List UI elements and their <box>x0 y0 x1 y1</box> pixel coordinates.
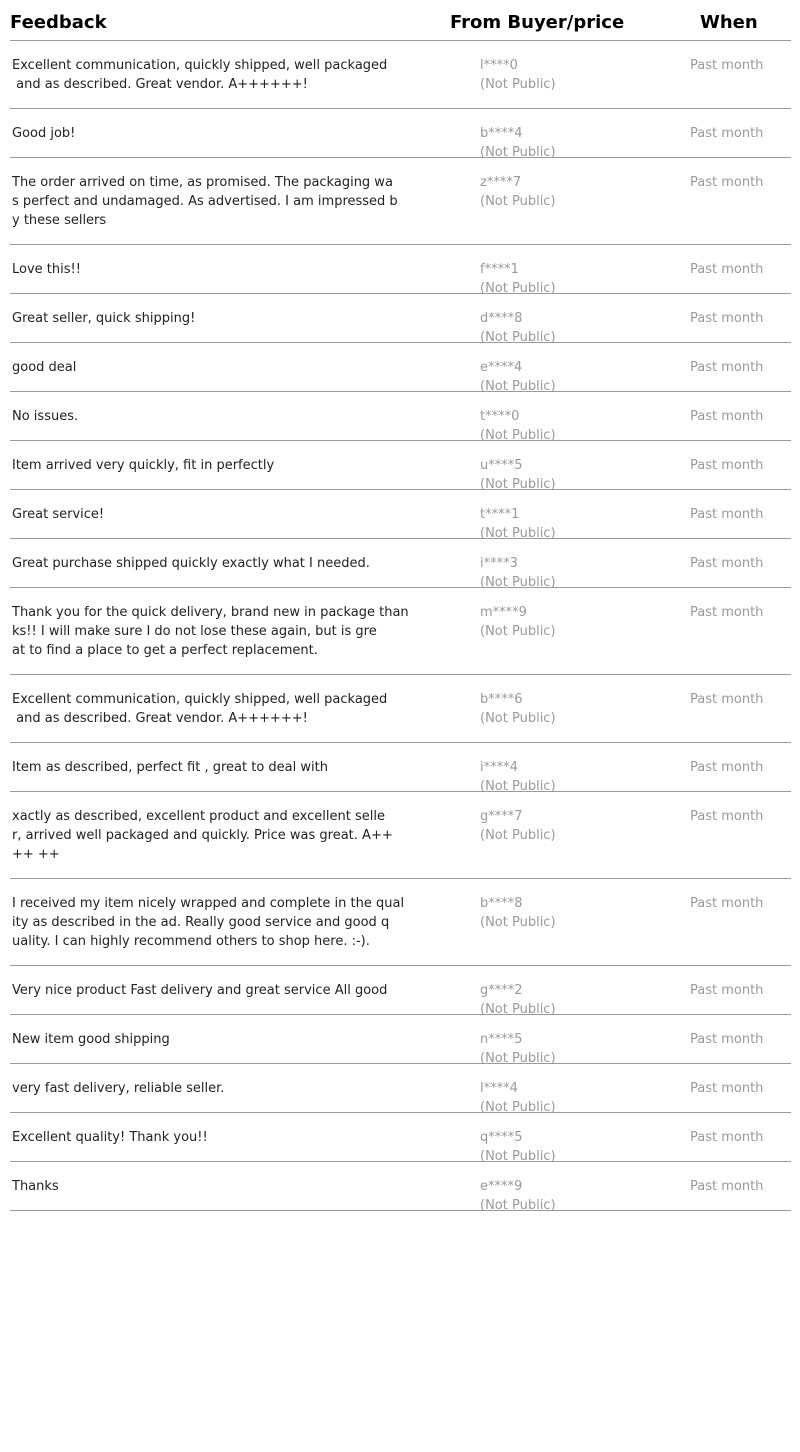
buyer-info <box>480 894 556 932</box>
feedback-when: Past month <box>690 605 764 620</box>
feedback-when: Past month <box>690 360 764 375</box>
feedback-row <box>10 588 791 675</box>
feedback-text: xactly as described, excellent product and excellent selle r, arrived well packaged and quickly. Price was great. A++ ++ ++ <box>12 809 393 862</box>
buyer-price: (Not Public) <box>480 1051 556 1066</box>
buyer-info <box>480 505 556 543</box>
feedback-when: Past month <box>690 126 764 141</box>
buyer-id: g****7 <box>480 809 523 824</box>
feedback-text: Item as described, perfect fit , great to deal with <box>12 760 328 775</box>
buyer-price: (Not Public) <box>480 915 556 930</box>
buyer-id: b****8 <box>480 896 523 911</box>
buyer-info <box>480 758 556 796</box>
buyer-info <box>480 603 556 641</box>
buyer-price: (Not Public) <box>480 281 556 296</box>
feedback-row <box>10 743 791 792</box>
feedback-text: I received my item nicely wrapped and complete in the qual ity as described in the ad. Really good service and good q uality. I can highly recommend others to shop here. :-). <box>12 896 405 949</box>
feedback-row <box>10 343 791 392</box>
buyer-info <box>480 124 556 162</box>
buyer-price: (Not Public) <box>480 428 556 443</box>
buyer-id: e****4 <box>480 360 523 375</box>
feedback-row <box>10 1162 791 1211</box>
buyer-id: q****5 <box>480 1130 523 1145</box>
feedback-row <box>10 539 791 588</box>
buyer-id: m****9 <box>480 605 527 620</box>
feedback-text: Love this!! <box>12 262 81 277</box>
buyer-id: i****4 <box>480 760 518 775</box>
feedback-row <box>10 879 791 966</box>
feedback-row <box>10 1015 791 1064</box>
buyer-info <box>480 173 556 211</box>
buyer-info <box>480 690 556 728</box>
feedback-row <box>10 1113 791 1162</box>
feedback-row <box>10 245 791 294</box>
buyer-id: e****9 <box>480 1179 523 1194</box>
buyer-price: (Not Public) <box>480 575 556 590</box>
buyer-id: i****3 <box>480 556 518 571</box>
buyer-price: (Not Public) <box>480 1198 556 1213</box>
feedback-when: Past month <box>690 896 764 911</box>
feedback-when: Past month <box>690 1032 764 1047</box>
buyer-id: n****5 <box>480 1032 523 1047</box>
feedback-row <box>10 41 791 109</box>
feedback-when: Past month <box>690 556 764 571</box>
buyer-info <box>480 1079 556 1117</box>
buyer-price: (Not Public) <box>480 330 556 345</box>
buyer-price: (Not Public) <box>480 379 556 394</box>
feedback-text: No issues. <box>12 409 79 424</box>
feedback-when: Past month <box>690 458 764 473</box>
feedback-row <box>10 109 791 158</box>
buyer-info <box>480 56 556 94</box>
buyer-price: (Not Public) <box>480 624 556 639</box>
buyer-id: l****0 <box>480 58 518 73</box>
feedback-text: good deal <box>12 360 77 375</box>
buyer-info <box>480 358 556 396</box>
buyer-info <box>480 1030 556 1068</box>
buyer-price: (Not Public) <box>480 1149 556 1164</box>
feedback-when: Past month <box>690 1179 764 1194</box>
feedback-text: Thank you for the quick delivery, brand new in package than ks!! I will make sure I do not lose these again, but is gre at to find a place to get a perfect replacement. <box>12 605 409 658</box>
buyer-info <box>480 309 556 347</box>
buyer-id: l****4 <box>480 1081 518 1096</box>
feedback-when: Past month <box>690 1081 764 1096</box>
feedback-text: Very nice product Fast delivery and great service All good <box>12 983 388 998</box>
buyer-price: (Not Public) <box>480 477 556 492</box>
feedback-row <box>10 1064 791 1113</box>
feedback-text: New item good shipping <box>12 1032 170 1047</box>
buyer-price: (Not Public) <box>480 77 556 92</box>
buyer-id: b****6 <box>480 692 523 707</box>
buyer-price: (Not Public) <box>480 828 556 843</box>
feedback-text: The order arrived on time, as promised. The packaging wa s perfect and undamaged. As advertised. I am impressed b y these sellers <box>12 175 398 228</box>
feedback-when: Past month <box>690 311 764 326</box>
feedback-when: Past month <box>690 760 764 775</box>
feedback-row <box>10 966 791 1015</box>
buyer-price: (Not Public) <box>480 1100 556 1115</box>
feedback-text: Excellent quality! Thank you!! <box>12 1130 208 1145</box>
feedback-when: Past month <box>690 409 764 424</box>
feedback-table-header <box>10 0 791 41</box>
from-buyer-price-column-header: From Buyer/price <box>450 12 625 33</box>
feedback-when: Past month <box>690 809 764 824</box>
buyer-price: (Not Public) <box>480 1002 556 1017</box>
buyer-price: (Not Public) <box>480 145 556 160</box>
feedback-text: Thanks <box>12 1179 59 1194</box>
buyer-id: g****2 <box>480 983 523 998</box>
buyer-price: (Not Public) <box>480 711 556 726</box>
buyer-id: t****1 <box>480 507 520 522</box>
feedback-text: Item arrived very quickly, fit in perfectly <box>12 458 275 473</box>
feedback-text: very fast delivery, reliable seller. <box>12 1081 225 1096</box>
feedback-text: Great service! <box>12 507 105 522</box>
feedback-when: Past month <box>690 507 764 522</box>
feedback-when: Past month <box>690 983 764 998</box>
buyer-info <box>480 456 556 494</box>
buyer-info <box>480 554 556 592</box>
feedback-row <box>10 792 791 879</box>
buyer-id: z****7 <box>480 175 522 190</box>
buyer-info <box>480 1128 556 1166</box>
feedback-text: Great seller, quick shipping! <box>12 311 196 326</box>
feedback-row <box>10 158 791 245</box>
buyer-price: (Not Public) <box>480 779 556 794</box>
feedback-when: Past month <box>690 58 764 73</box>
feedback-row <box>10 675 791 743</box>
buyer-price: (Not Public) <box>480 526 556 541</box>
feedback-text: Excellent communication, quickly shipped, well packaged and as described. Great vendor. A++++++! <box>12 58 388 92</box>
when-column-header: When <box>700 12 758 33</box>
buyer-info <box>480 407 556 445</box>
buyer-price: (Not Public) <box>480 194 556 209</box>
feedback-when: Past month <box>690 692 764 707</box>
feedback-when: Past month <box>690 262 764 277</box>
buyer-info <box>480 807 556 845</box>
feedback-text: Excellent communication, quickly shipped, well packaged and as described. Great vendor. A++++++! <box>12 692 388 726</box>
buyer-id: b****4 <box>480 126 523 141</box>
buyer-id: u****5 <box>480 458 523 473</box>
feedback-list <box>10 41 791 1211</box>
feedback-row <box>10 490 791 539</box>
feedback-when: Past month <box>690 1130 764 1145</box>
buyer-id: t****0 <box>480 409 520 424</box>
feedback-row <box>10 392 791 441</box>
feedback-text: Good job! <box>12 126 76 141</box>
feedback-when: Past month <box>690 175 764 190</box>
buyer-info <box>480 1177 556 1215</box>
buyer-id: f****1 <box>480 262 519 277</box>
buyer-info <box>480 260 556 298</box>
feedback-row <box>10 441 791 490</box>
feedback-row <box>10 294 791 343</box>
buyer-id: d****8 <box>480 311 523 326</box>
buyer-info <box>480 981 556 1019</box>
feedback-text: Great purchase shipped quickly exactly what I needed. <box>12 556 370 571</box>
feedback-column-header: Feedback <box>10 12 107 33</box>
